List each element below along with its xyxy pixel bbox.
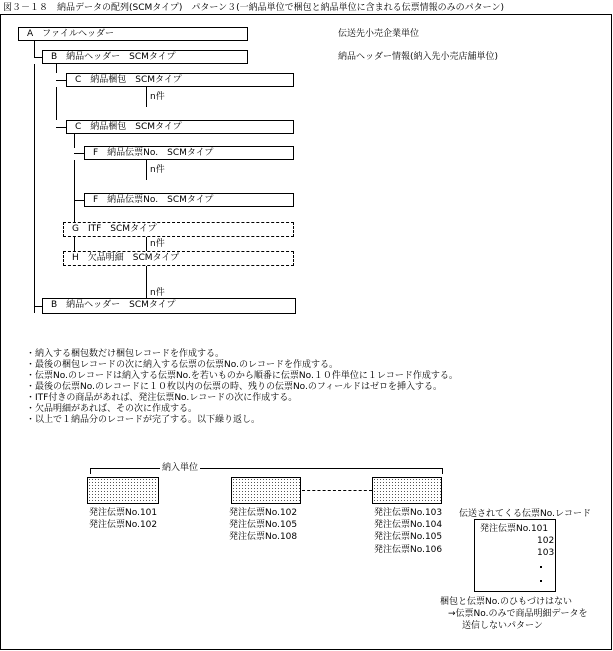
box-slip-number-1: F 納品伝票No. SCMタイプ: [84, 146, 294, 160]
n-count-label: n件: [150, 288, 165, 298]
note-item: ・以上で１納品分のレコードが完了する。以下繰り返し。: [26, 415, 261, 425]
note-item: ・最後の伝票No.のレコードに１０枚以内の伝票の時、残りの伝票No.のフィールドはゼロを挿入する。: [26, 382, 442, 392]
slip-number: 発注伝票No.108: [229, 532, 298, 542]
label-transmission-unit: 伝送先小売企業単位: [338, 29, 420, 39]
figure-title: 図３－１８ 納品データの配列(SCMタイプ) パターン３(一納品単位で梱包と納品単位に含まれる伝票情報のみのパターン): [3, 3, 505, 13]
note-item: ・伝票No.のレコードは納入する伝票No.を若いものから順番に伝票No.１０件単位に１レコード作成する。: [26, 371, 458, 381]
footer-line: 送信しないパターン: [462, 621, 543, 631]
slip-number: 発注伝票No.105: [229, 520, 298, 530]
record-slip: 102: [537, 536, 555, 546]
label-delivery-header-info: 納品ヘッダー情報(納入先小売店舗単位): [338, 52, 499, 62]
box-packaging-1: C 納品梱包 SCMタイプ: [66, 73, 294, 87]
note-item: ・最後の梱包レコードの次に納入する伝票の伝票No.のレコードを作成する。: [26, 360, 338, 370]
n-count-label: n件: [150, 165, 165, 175]
note-item: ・欠品明細があれば、その次に作成する。: [26, 404, 198, 414]
record-first-slip: 発注伝票No.101: [480, 524, 549, 534]
slip-number: 発注伝票No.101: [89, 508, 158, 518]
box-itf: G ITF SCMタイプ: [63, 222, 294, 237]
box-packaging-2: C 納品梱包 SCMタイプ: [66, 120, 294, 134]
box-file-header: A ファイルヘッダー: [18, 27, 248, 41]
footer-line: →伝票No.のみで商品明細データを: [448, 609, 588, 619]
delivery-unit-label: 納入単位: [162, 463, 199, 473]
note-item: ・納入する梱包数だけ梱包レコードを作成する。: [26, 349, 225, 359]
slip-number: 発注伝票No.103: [374, 508, 443, 518]
note-item: ・ITF付きの商品があれば、発注伝票No.レコードの次に作成する。: [26, 393, 298, 403]
n-count-label: n件: [150, 92, 165, 102]
box-delivery-header-repeat: B 納品ヘッダー SCMタイプ: [42, 298, 296, 314]
slip-number: 発注伝票No.102: [89, 520, 158, 530]
box-slip-number-2: F 納品伝票No. SCMタイプ: [84, 193, 294, 207]
slip-number: 発注伝票No.102: [229, 508, 298, 518]
n-count-label: n件: [150, 239, 165, 249]
slip-number: 発注伝票No.105: [374, 532, 443, 542]
slip-number: 発注伝票No.104: [374, 520, 443, 530]
footer-line: 梱包と伝票No.のひもづけはない: [440, 597, 572, 607]
figure-frame: [0, 14, 612, 650]
box-delivery-header: B 納品ヘッダー SCMタイプ: [42, 50, 248, 64]
box-shortage-detail: H 欠品明細 SCMタイプ: [63, 251, 294, 266]
record-title: 伝送されてくる伝票No.レコード: [459, 509, 591, 519]
record-slip: 103: [537, 548, 555, 558]
slip-number: 発注伝票No.106: [374, 545, 443, 555]
